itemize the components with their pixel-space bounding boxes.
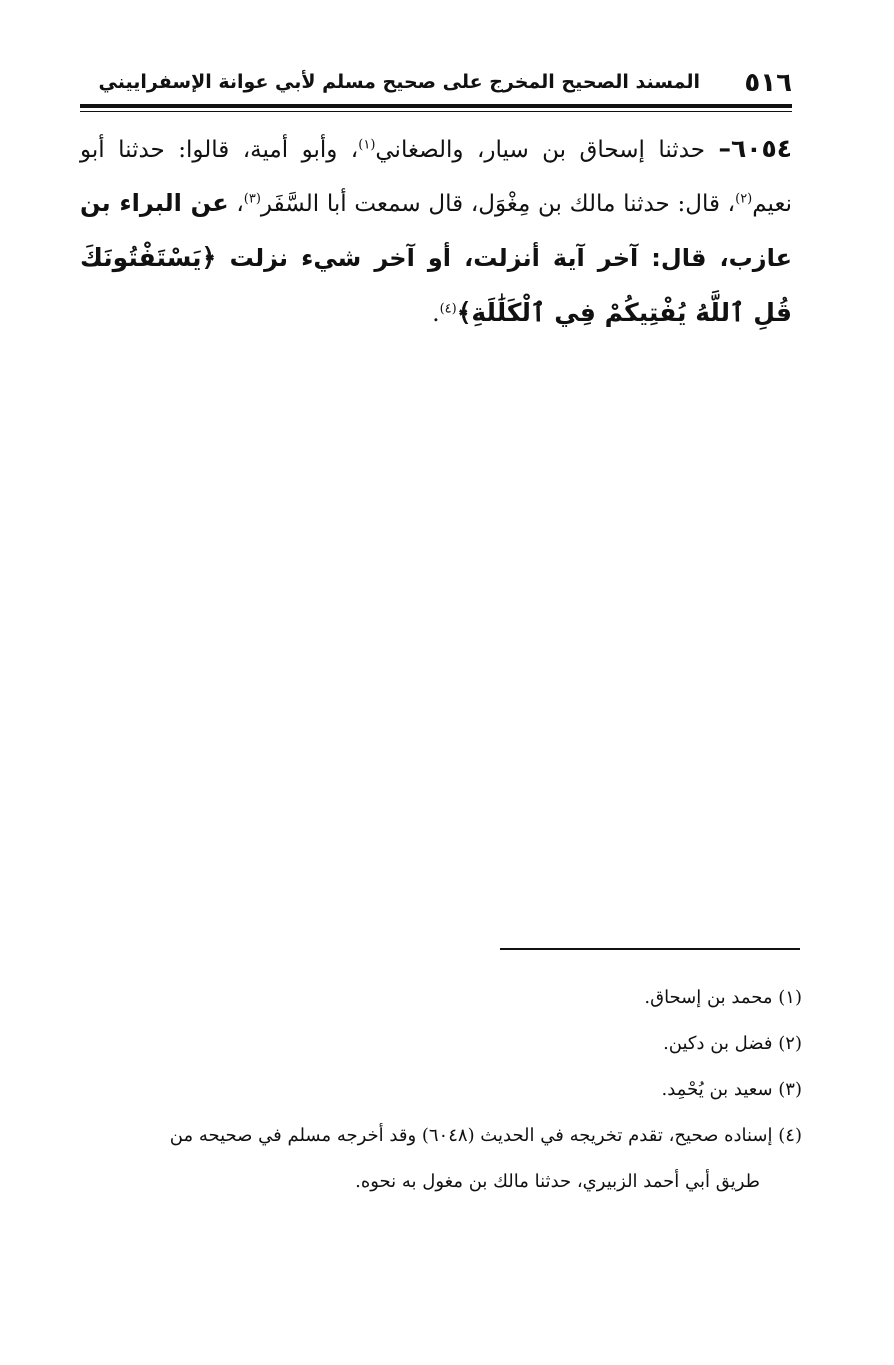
footnote-marker: (٤) (778, 1125, 802, 1146)
footnote-text: سعيد بن يُحْمِد. (661, 1079, 773, 1100)
footnote-marker: (١) (778, 987, 802, 1008)
page-number: ٥١٦ (744, 68, 792, 98)
footnote-separator (500, 948, 800, 950)
running-title: المسند الصحيح المخرج على صحيح مسلم لأبي عوانة الإسفراييني (98, 71, 700, 93)
hadith-paragraph (80, 122, 792, 341)
hadith-text-segment: ، (228, 191, 244, 217)
footnotes (90, 975, 802, 1205)
footnote-ref: (٢) (735, 191, 753, 207)
hadith-number: ٦٠٥٤– (718, 134, 793, 163)
header-rule-thin (80, 111, 792, 112)
footnote-item (90, 1113, 802, 1205)
footnote-item (90, 1067, 802, 1113)
footnote-text: إسناده صحيح، تقدم تخريجه في الحديث (٦٠٤٨) وقد أخرجه مسلم في صحيحه من (169, 1125, 773, 1146)
hadith-text-segment: حدثنا إسحاق بن سيار، والصغاني (375, 137, 719, 163)
footnote-ref: (٣) (243, 191, 261, 207)
footnote-text: فضل بن دكين. (663, 1033, 773, 1054)
footnote-marker: (٢) (778, 1033, 802, 1054)
footnote-item (90, 1021, 802, 1067)
hadith-matn-bold: عن البراء بن عازب، قال: آخر آية أنزلت، أو آخر شيء نزلت (80, 189, 792, 272)
footnote-text: محمد بن إسحاق. (644, 987, 773, 1008)
hadith-text-segment: ، قال: حدثنا مالك بن مِغْوَل، قال سمعت أبا السَّفَر (260, 191, 736, 217)
footnote-marker: (٣) (778, 1079, 802, 1100)
footnote-ref: (١) (358, 137, 376, 153)
header-rule-thick (80, 104, 792, 108)
page-header (80, 68, 792, 104)
quran-verse: ﴿يَسْتَفْتُونَكَ قُلِ ٱللَّهُ يُفْتِيكُمْ فِي ٱلْكَلَٰلَةِ﴾ (80, 243, 792, 327)
footnote-continuation: طريق أبي أحمد الزبيري، حدثنا مالك بن مغول به نحوه. (355, 1171, 760, 1192)
footnote-ref: (٤) (439, 301, 457, 317)
hadith-text-segment: ، وأبو أمية، قالوا: حدثنا أبو نعيم (80, 137, 792, 217)
hadith-text-end: . (432, 301, 440, 327)
footnote-item (90, 975, 802, 1021)
